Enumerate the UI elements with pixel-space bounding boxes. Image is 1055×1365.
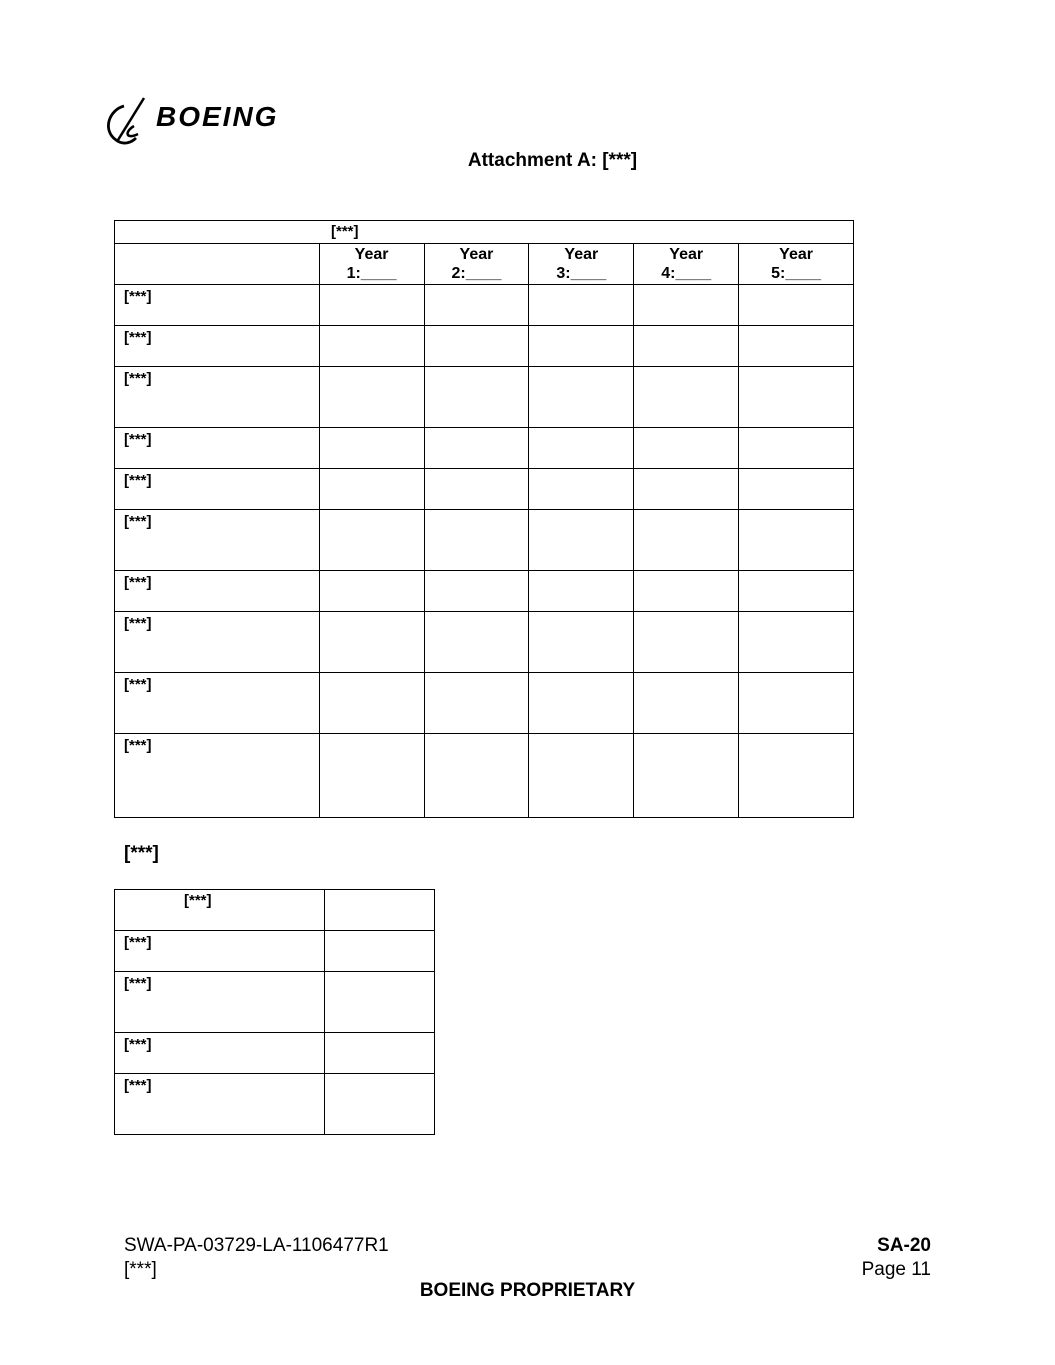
table-row bbox=[115, 428, 854, 469]
section-heading: [***] bbox=[124, 843, 159, 864]
year-5-label: Year 5:____ bbox=[771, 246, 821, 282]
row-label: [***] bbox=[115, 285, 320, 326]
table-cell bbox=[529, 428, 634, 469]
table-cell bbox=[739, 367, 854, 428]
table-cell bbox=[634, 612, 739, 673]
table-cell bbox=[424, 367, 529, 428]
row-label: [***] bbox=[115, 571, 320, 612]
table-row bbox=[115, 469, 854, 510]
table-cell bbox=[739, 428, 854, 469]
secondary-table bbox=[114, 889, 435, 1135]
row-label: [***] bbox=[115, 326, 320, 367]
table-row bbox=[115, 326, 854, 367]
table-cell bbox=[529, 612, 634, 673]
table-cell bbox=[529, 285, 634, 326]
table-span-header: [***] bbox=[115, 221, 854, 244]
table-cell bbox=[529, 673, 634, 734]
table-cell bbox=[319, 673, 424, 734]
row-label: [***] bbox=[115, 469, 320, 510]
table-cell bbox=[319, 367, 424, 428]
table-cell bbox=[319, 428, 424, 469]
document-number: SWA-PA-03729-LA-1106477R1 bbox=[124, 1235, 389, 1256]
table-cell bbox=[319, 469, 424, 510]
table-cell bbox=[634, 428, 739, 469]
year-1-header bbox=[319, 244, 424, 285]
table-row bbox=[115, 1033, 435, 1074]
table-cell bbox=[739, 673, 854, 734]
table-cell bbox=[739, 734, 854, 818]
year-3-header bbox=[529, 244, 634, 285]
table-row bbox=[115, 734, 854, 818]
table-cell bbox=[634, 367, 739, 428]
table-cell bbox=[634, 326, 739, 367]
table-cell bbox=[529, 734, 634, 818]
table-cell bbox=[739, 571, 854, 612]
table-cell bbox=[424, 673, 529, 734]
table-cell bbox=[325, 1033, 435, 1074]
table-cell bbox=[739, 326, 854, 367]
year-3-label: Year 3:____ bbox=[556, 246, 607, 282]
table-cell bbox=[634, 469, 739, 510]
table-cell bbox=[325, 931, 435, 972]
table-cell bbox=[424, 428, 529, 469]
table-cell bbox=[319, 510, 424, 571]
secondary-table-header: [***] bbox=[115, 890, 325, 931]
table-cell bbox=[529, 326, 634, 367]
table-cell bbox=[739, 510, 854, 571]
svg-text:BOEING: BOEING bbox=[156, 101, 279, 132]
table-cell bbox=[424, 510, 529, 571]
table-cell bbox=[319, 734, 424, 818]
table-cell bbox=[424, 469, 529, 510]
year-4-header bbox=[634, 244, 739, 285]
row-label: [***] bbox=[115, 428, 320, 469]
table-cell bbox=[319, 571, 424, 612]
table-cell bbox=[325, 1074, 435, 1135]
table-cell bbox=[325, 972, 435, 1033]
table-row bbox=[115, 673, 854, 734]
table-cell bbox=[634, 510, 739, 571]
page-number: Page 11 bbox=[861, 1259, 931, 1280]
year-4-label: Year 4:____ bbox=[661, 246, 712, 282]
table-cell bbox=[634, 571, 739, 612]
row-label: [***] bbox=[115, 673, 320, 734]
table-cell bbox=[424, 734, 529, 818]
page-title: Attachment A: [***] bbox=[467, 150, 638, 171]
row-label: [***] bbox=[115, 931, 325, 972]
main-table bbox=[114, 220, 854, 818]
table-row bbox=[115, 367, 854, 428]
amendment-number: SA-20 bbox=[877, 1235, 931, 1256]
table-cell bbox=[325, 890, 435, 931]
table-cell bbox=[739, 285, 854, 326]
footer-redacted: [***] bbox=[124, 1259, 157, 1280]
table-cell bbox=[529, 571, 634, 612]
row-label: [***] bbox=[115, 367, 320, 428]
table-row bbox=[115, 612, 854, 673]
table-cell bbox=[424, 612, 529, 673]
table-cell bbox=[634, 734, 739, 818]
year-2-header bbox=[424, 244, 529, 285]
year-5-header bbox=[739, 244, 854, 285]
proprietary-notice: BOEING PROPRIETARY bbox=[419, 1280, 636, 1301]
row-label: [***] bbox=[115, 734, 320, 818]
table-cell bbox=[739, 469, 854, 510]
table-cell bbox=[634, 673, 739, 734]
boeing-logo bbox=[104, 94, 334, 150]
year-2-label: Year 2:____ bbox=[451, 246, 502, 282]
row-label: [***] bbox=[115, 612, 320, 673]
table-row bbox=[115, 972, 435, 1033]
footer-left bbox=[124, 1234, 389, 1282]
table-cell bbox=[634, 285, 739, 326]
table-row bbox=[115, 931, 435, 972]
table-row bbox=[115, 571, 854, 612]
row-label: [***] bbox=[115, 1033, 325, 1074]
table-cell bbox=[319, 285, 424, 326]
table-row bbox=[115, 285, 854, 326]
table-cell bbox=[424, 285, 529, 326]
year-1-label: Year 1:____ bbox=[346, 246, 397, 282]
table-cell bbox=[529, 469, 634, 510]
table-cell bbox=[319, 326, 424, 367]
table-cell bbox=[529, 367, 634, 428]
table-cell bbox=[529, 510, 634, 571]
table-cell bbox=[424, 571, 529, 612]
table-cell bbox=[424, 326, 529, 367]
table-row bbox=[115, 510, 854, 571]
table-cell bbox=[739, 612, 854, 673]
table-row bbox=[115, 1074, 435, 1135]
row-label: [***] bbox=[115, 510, 320, 571]
footer-right bbox=[862, 1234, 931, 1282]
row-label: [***] bbox=[115, 1074, 325, 1135]
row-label: [***] bbox=[115, 972, 325, 1033]
table-cell bbox=[319, 612, 424, 673]
header-empty-cell bbox=[115, 244, 320, 285]
